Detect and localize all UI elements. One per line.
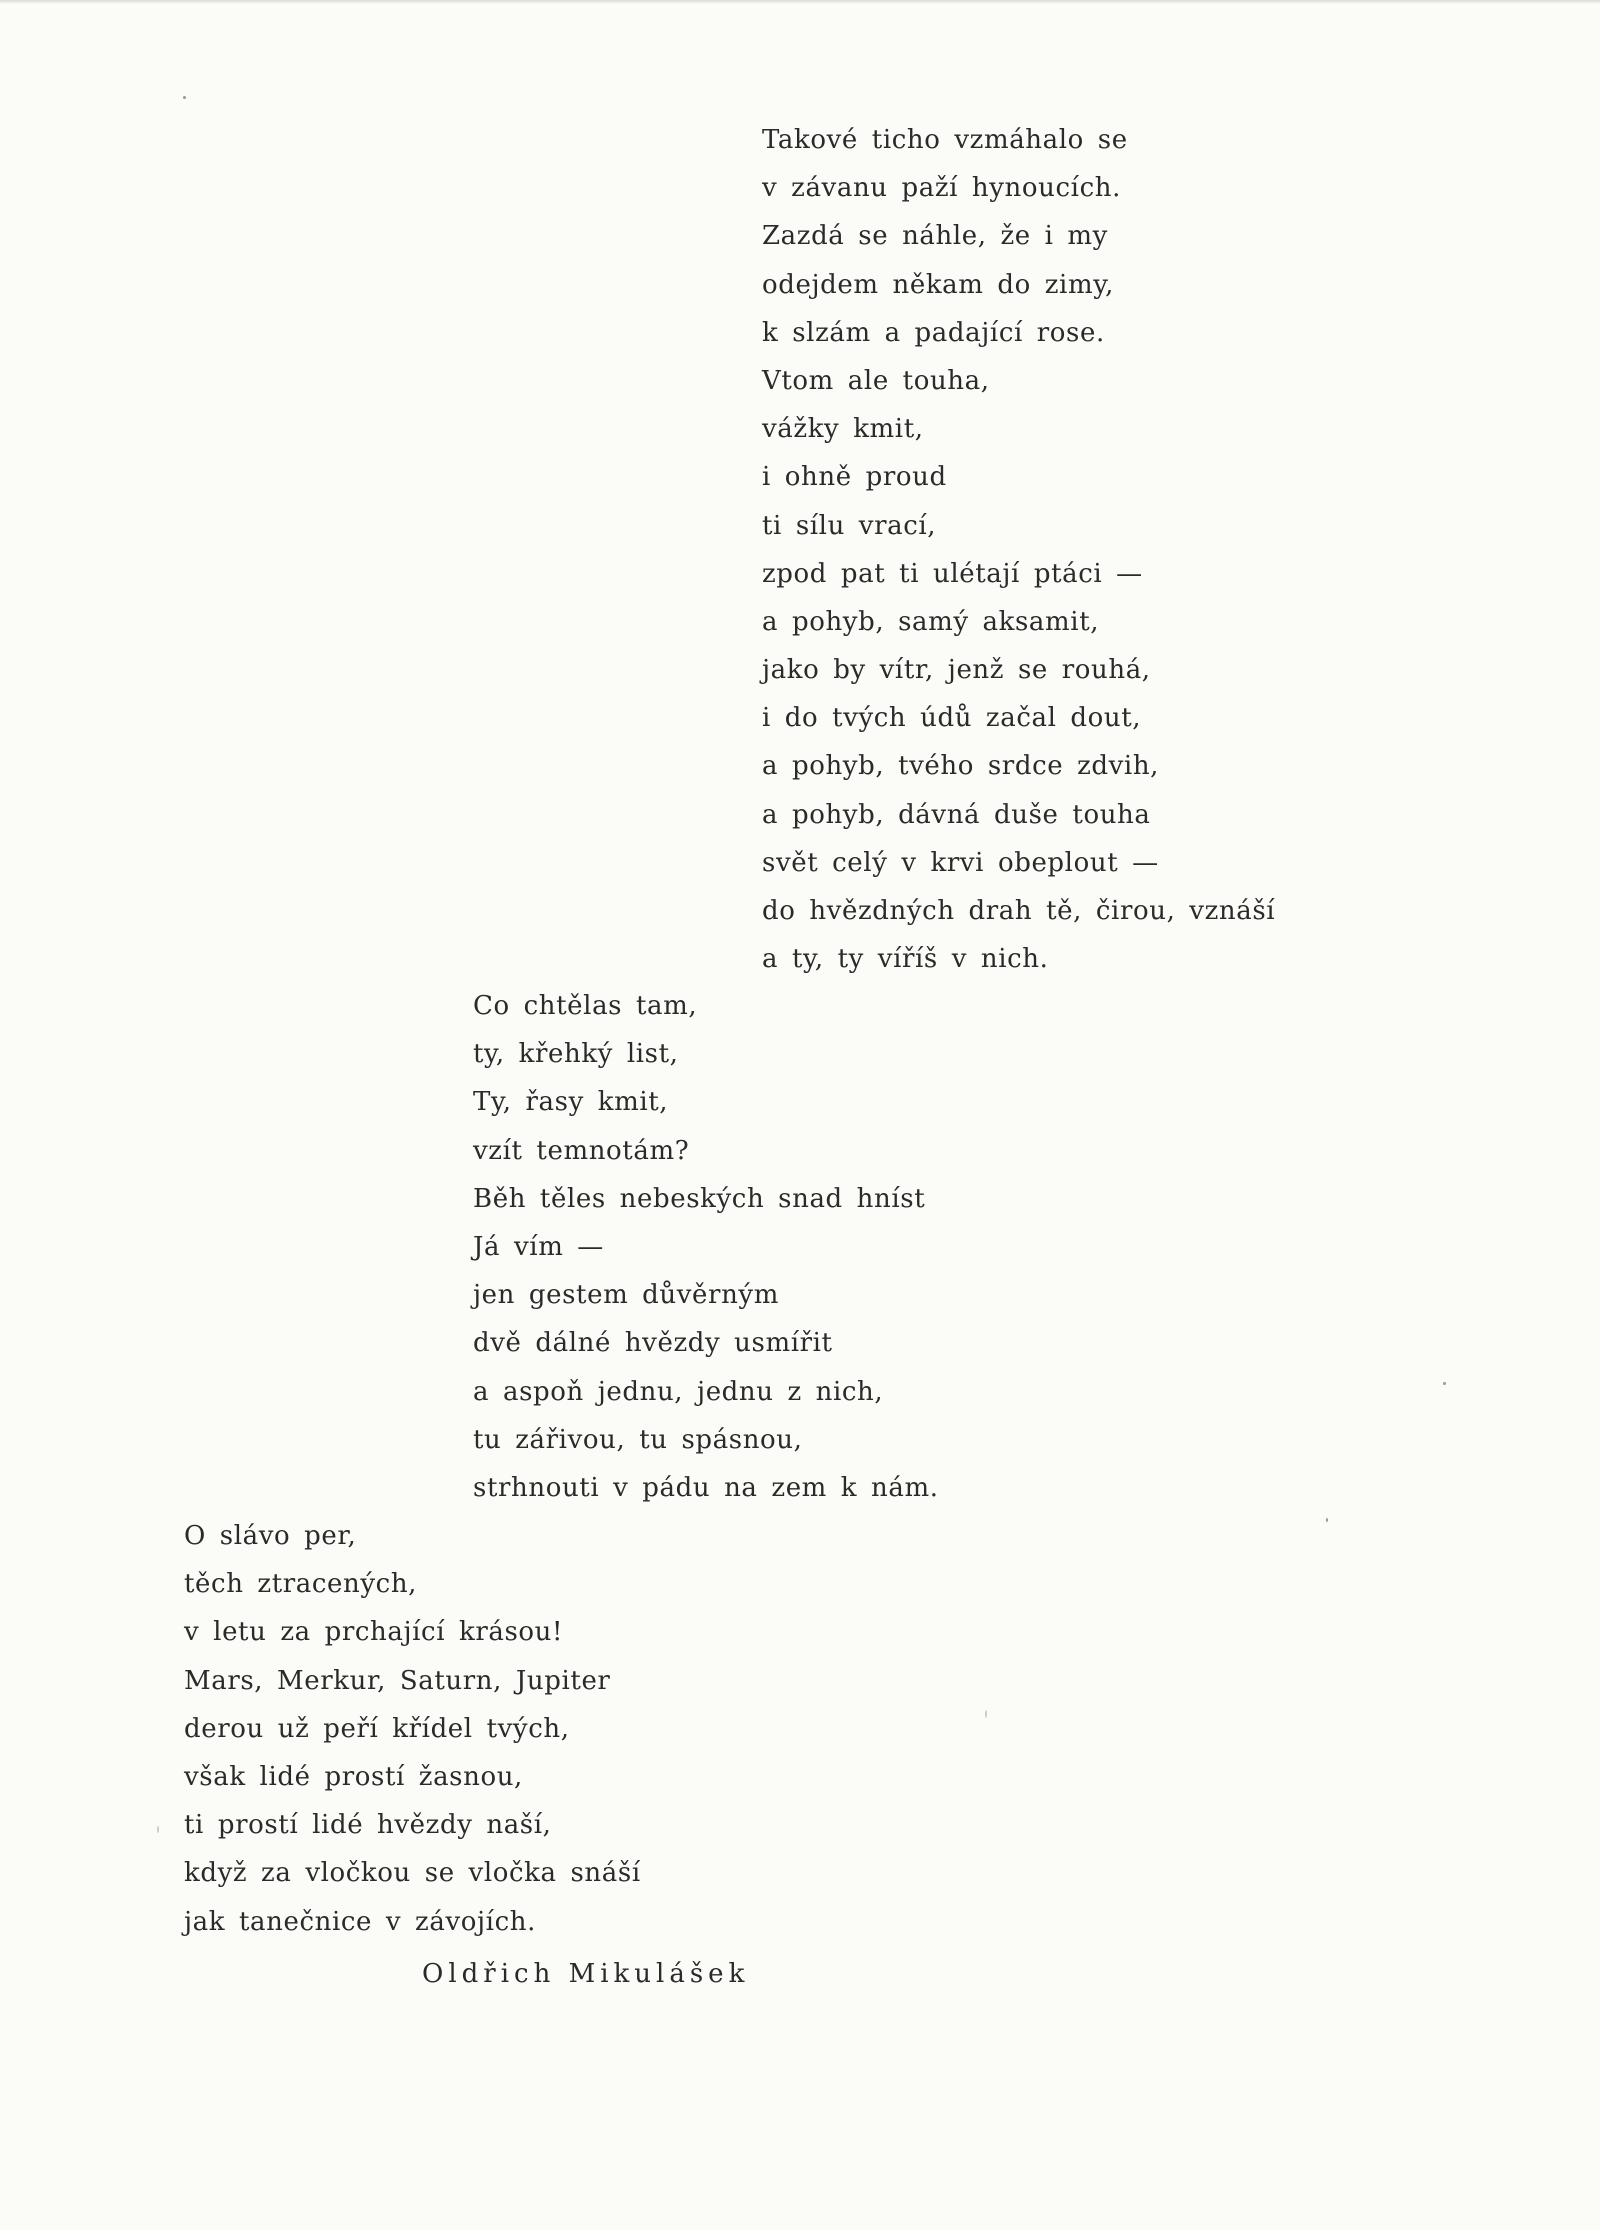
poem-line: Mars, Merkur, Saturn, Jupiter (184, 1665, 611, 1696)
poem-line: dvě dálné hvězdy usmířit (473, 1328, 833, 1359)
poem-line: do hvězdných drah tě, čirou, vznáší (762, 896, 1276, 926)
poem-line: v letu za prchající krásou! (184, 1617, 564, 1648)
page-top-edge (0, 0, 1600, 4)
poem-line: v závanu paží hynoucích. (762, 173, 1121, 204)
scan-speck (157, 1826, 159, 1833)
poem-line: svět celý v krvi obeplout — (762, 847, 1159, 878)
poem-line: a ty, ty víříš v nich. (762, 944, 1049, 975)
poem-line: ti prostí lidé hvězdy naší, (184, 1810, 552, 1841)
poem-line: těch ztracených, (184, 1569, 418, 1600)
scan-speck (985, 1710, 987, 1718)
poem-line: a pohyb, samý aksamit, (762, 606, 1100, 637)
poem-line: Vtom ale touha, (762, 365, 990, 396)
poem-line: však lidé prostí žasnou, (184, 1761, 523, 1792)
poem-line: ti sílu vrací, (762, 510, 937, 541)
scan-speck (183, 96, 186, 99)
poem-line: derou už peří křídel tvých, (184, 1713, 570, 1744)
poem-line: Takové ticho vzmáhalo se (762, 125, 1128, 155)
poem-line: k slzám a padající rose. (762, 317, 1105, 348)
poem-line: vzít temnotám? (473, 1135, 690, 1166)
poem-line: jen gestem důvěrným (473, 1280, 779, 1311)
poem-line: jako by vítr, jenž se rouhá, (762, 655, 1151, 686)
poem-line: a pohyb, tvého srdce zdvih, (762, 751, 1160, 782)
poem-line: Ty, řasy kmit, (473, 1087, 669, 1118)
poem-stanza-1 (762, 116, 1275, 983)
poem-line: ty, křehký list, (473, 1039, 679, 1070)
scan-speck (1443, 1382, 1446, 1385)
poem-author: Oldřich Mikulášek (422, 1959, 750, 1989)
poem-line: odejdem někam do zimy, (762, 269, 1114, 300)
poem-line: a aspoň jednu, jednu z nich, (473, 1376, 884, 1407)
poem-line: i ohně proud (762, 462, 947, 493)
scan-speck (1326, 1518, 1328, 1522)
poem-line: jak tanečnice v závojích. (184, 1906, 536, 1937)
poem-stanza-3 (184, 1512, 641, 1946)
poem-line: strhnouti v pádu na zem k nám. (473, 1472, 939, 1503)
poem-line: a pohyb, dávná duše touha (762, 799, 1151, 830)
poem-line: Zazdá se náhle, že i my (762, 221, 1108, 252)
poem-line: Běh těles nebeských snad hníst (473, 1183, 926, 1214)
poem-line: O slávo per, (184, 1521, 357, 1551)
poem-line: vážky kmit, (762, 414, 924, 445)
poem-line: i do tvých údů začal dout, (762, 703, 1142, 734)
poem-line: Já vím — (473, 1231, 604, 1262)
poem-line: zpod pat ti ulétají ptáci — (762, 558, 1143, 589)
poem-line: tu zářivou, tu spásnou, (473, 1424, 803, 1455)
poem-line: když za vločkou se vločka snáší (184, 1858, 641, 1889)
poem-stanza-2 (473, 982, 939, 1512)
poem-line: Co chtělas tam, (473, 991, 698, 1021)
